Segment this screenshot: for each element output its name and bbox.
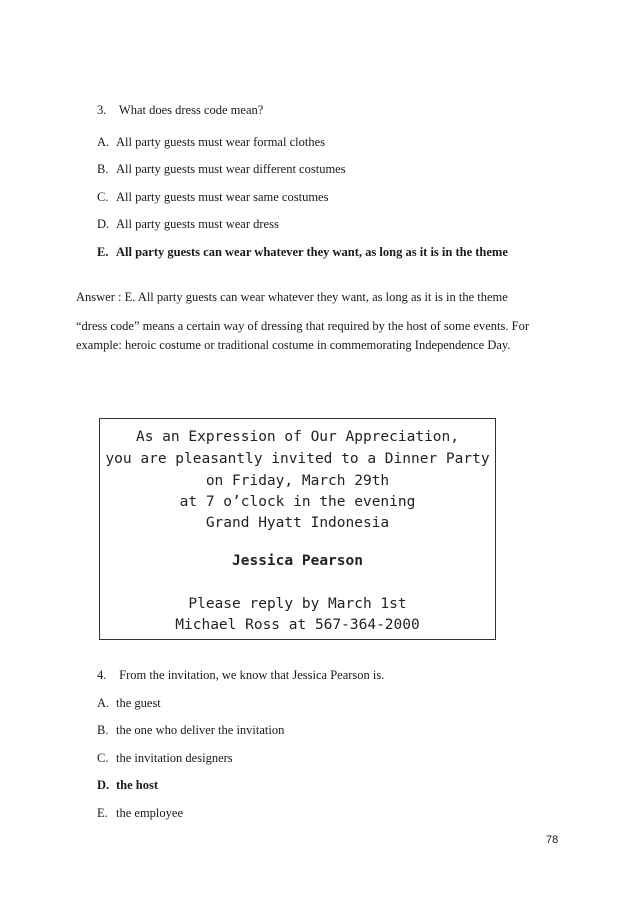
q4-option-d: D. the host xyxy=(97,778,159,792)
q3-answer: Answer : E. All party guests can wear whatever they want, as long as it is in the theme xyxy=(76,290,508,304)
question-4 xyxy=(97,667,384,683)
question-number: 4. xyxy=(97,668,107,682)
question-text: From the invitation, we know that Jessica Pearson is. xyxy=(119,668,385,682)
invitation-reply-line-2: Michael Ross at 567-364-2000 xyxy=(175,617,420,633)
q3-option-e: E. All party guests can wear whatever they want, as long as it is in the theme xyxy=(97,245,508,259)
question-number: 3. xyxy=(97,103,107,117)
q3-option-a: A. All party guests must wear formal clothes xyxy=(97,135,325,149)
q4-option-a: A. the guest xyxy=(97,696,161,710)
q3-option-c: C. All party guests must wear same costumes xyxy=(97,190,329,204)
q3-option-b: B. All party guests must wear different costumes xyxy=(97,162,346,176)
question-3 xyxy=(97,102,263,118)
question-text: What does dress code mean? xyxy=(118,103,264,117)
q3-explanation-line-2: example: heroic costume or traditional costume in commemorating Independence Day. xyxy=(76,338,511,352)
invitation-line-3: on Friday, March 29th xyxy=(205,473,390,489)
page-number: 78 xyxy=(546,834,559,846)
invitation-reply-line-1: Please reply by March 1st xyxy=(188,596,407,612)
invitation-line-2: you are pleasantly invited to a Dinner Party xyxy=(105,451,490,467)
q4-option-c: C. the invitation designers xyxy=(97,751,233,765)
invitation-line-1: As an Expression of Our Appreciation, xyxy=(135,429,459,445)
invitation-line-5: Grand Hyatt Indonesia xyxy=(205,515,390,531)
q3-explanation-line-1: “dress code” means a certain way of dressing that required by the host of some events. For xyxy=(76,319,529,333)
invitation-line-4: at 7 o’clock in the evening xyxy=(179,494,416,510)
q4-option-e: E. the employee xyxy=(97,806,183,820)
q3-option-d: D. All party guests must wear dress xyxy=(97,217,279,231)
invitation-card xyxy=(99,418,496,640)
invitation-host-name: Jessica Pearson xyxy=(232,553,363,569)
q4-option-b: B. the one who deliver the invitation xyxy=(97,723,285,737)
